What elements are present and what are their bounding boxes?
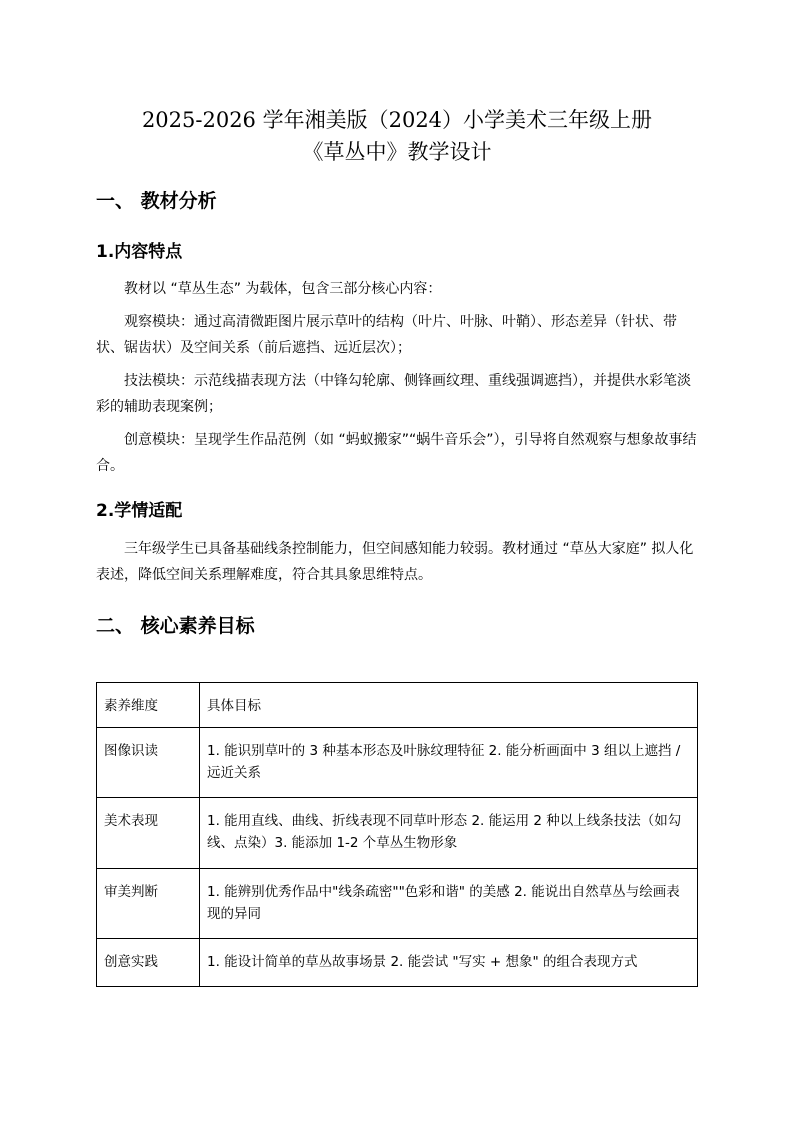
technique-module-paragraph: 技法模块：示范线描表现方法（中锋勾轮廓、侧锋画纹理、重线强调遮挡），并提供水彩笔淡彩的辅助表现案例；: [96, 373, 691, 415]
learner-paragraph: 三年级学生已具备基础线条控制能力，但空间感知能力较弱。教材通过 “草丛大家庭” 拟人化表述，降低空间关系理解难度，符合其具象思维特点。: [96, 541, 694, 583]
observation-module-paragraph: 观察模块：通过高清微距图片展示草叶的结构（叶片、叶脉、叶鞘）、形态差异（针状、带状、锯齿状）及空间关系（前后遮挡、远近层次）；: [96, 314, 677, 356]
table-row: [97, 869, 698, 939]
table-cell: 1. 能识别草叶的 3 种基本形态及叶脉纹理特征 2. 能分析画面中 3 组以上遮挡 / 远近关系: [200, 728, 698, 798]
table-row: [97, 798, 698, 869]
table-cell: 1. 能辨别优秀作品中"线条疏密""色彩和谐" 的美感 2. 能说出自然草丛与绘画表现的异同: [200, 869, 698, 939]
table-header-row: [97, 683, 698, 728]
creative-module-paragraph: 创意模块：呈现学生作品范例（如 “蚂蚁搬家”“蜗牛音乐会”），引导将自然观察与想象故事结合。: [96, 432, 697, 474]
subsection1-heading: 1.内容特点: [96, 242, 183, 262]
table-row: [97, 939, 698, 987]
table-cell: 创意实践: [97, 939, 200, 987]
section2-heading: 二、 核心素养目标: [96, 615, 255, 637]
table-cell: 美术表现: [97, 798, 200, 869]
document-title-line1: 2025-2026 学年湘美版（2024）小学美术三年级上册: [141, 108, 653, 132]
table-header-cell: 具体目标: [200, 683, 698, 728]
document-title-line2: 《草丛中》教学设计: [302, 140, 492, 164]
table-cell: 1. 能设计简单的草丛故事场景 2. 能尝试 "写实 + 想象" 的组合表现方式: [200, 939, 698, 987]
table-header-cell: 素养维度: [97, 683, 200, 728]
intro-paragraph: 教材以 “草丛生态” 为载体，包含三部分核心内容：: [124, 281, 442, 297]
table-cell: 图像识读: [97, 728, 200, 798]
table-row: [97, 728, 698, 798]
table-cell: 1. 能用直线、曲线、折线表现不同草叶形态 2. 能运用 2 种以上线条技法（如勾线、点染）3. 能添加 1-2 个草丛生物形象: [200, 798, 698, 869]
table-cell: 审美判断: [97, 869, 200, 939]
goals-table: [96, 682, 698, 987]
subsection2-heading: 2.学情适配: [96, 501, 183, 521]
section1-heading: 一、 教材分析: [96, 190, 217, 212]
